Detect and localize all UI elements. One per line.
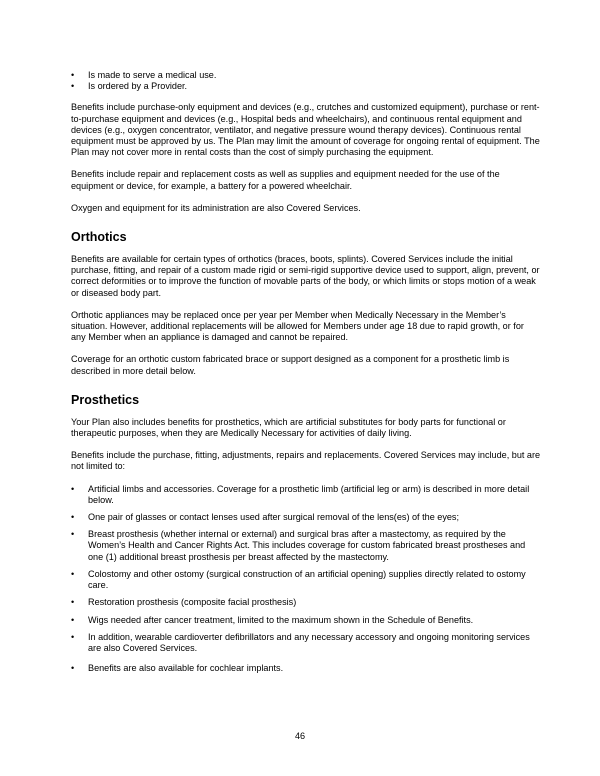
body-paragraph: Benefits include repair and replacement costs as well as supplies and equipment needed for the use of the equipment or device, for example, a battery for a powered wheelchair. [71,169,500,191]
body-paragraph: Benefits include the purchase, fitting, adjustments, repairs and replacements. Covered Services may include, but are not limited to: [71,450,541,472]
body-paragraph: Your Plan also includes benefits for prosthetics, which are artificial substitutes for body parts for functional or therapeutic purposes, when they are Medically Necessary for activities of daily living. [71,416,506,439]
list-item: • Breast prosthesis (whether internal or external) and surgical bras after a mastectomy, as required by the Women’s Health and Cancer Rights Act. This includes coverage for custom fabricated breast prostheses and one (1) additional breast prosthesis per breast affected by the mastectomy. [71,529,541,563]
list-item: • Wigs needed after cancer treatment, limited to the maximum shown in the Schedule of Benefits. [71,615,541,626]
list-item: • Is ordered by a Provider. [71,81,541,92]
requirements-list [71,70,541,92]
body-paragraph: Oxygen and equipment for its administration are also Covered Services. [71,202,361,213]
prosthetics-list [71,484,541,675]
list-item: • Colostomy and other ostomy (surgical construction of an artificial opening) supplies directly related to ostomy care. [71,569,541,591]
list-item: • Is made to serve a medical use. [71,70,541,81]
section-heading-prosthetics: Prosthetics [71,392,140,407]
list-item: • In addition, wearable cardioverter defibrillators and any necessary accessory and ongoing monitoring services are also Covered Services. [71,632,541,654]
body-paragraph: Benefits include purchase-only equipment and devices (e.g., crutches and customized equipment), purchase or rent-to-purchase equipment and devices (e.g., Hospital beds and wheelchairs), and continuous rental equipment and devices (e.g., oxygen concentrator, ventilator, and negative pressure wound therapy devices). Continuous rental equipment must be approved by us. The Plan may limit the amount of coverage for ongoing rental of equipment. The Plan may not cover more in rental costs than the cost of simply purchasing the equipment. [71,102,540,158]
document-page [71,70,541,680]
list-item: • One pair of glasses or contact lenses used after surgical removal of the lens(es) of the eyes; [71,512,541,523]
body-paragraph: Benefits are available for certain types of orthotics (braces, boots, splints). Covered Services include the initial purchase, fitting, and repair of a custom made rigid or semi-rigid supportive device used to support, align, prevent, or correct deformities or to improve the function of movable parts of the body, or which limits or stops motion of a weak or diseased body part. [71,254,540,298]
list-item: • Artificial limbs and accessories. Coverage for a prosthetic limb (artificial leg or arm) is described in more detail below. [71,484,541,506]
body-paragraph: Orthotic appliances may be replaced once per year per Member when Medically Necessary in the Member’s situation. However, additional replacements will be allowed for Members under age 18 due to rapid growth, or for any Member when an appliance is damaged and cannot be repaired. [71,309,524,343]
page-number: 46 [294,731,306,741]
list-item: • Restoration prosthesis (composite facial prosthesis) [71,597,541,608]
body-paragraph: Coverage for an orthotic custom fabricated brace or support designed as a component for a prosthetic limb is described in more detail below. [71,354,510,376]
list-item: • Benefits are also available for cochlear implants. [71,663,541,674]
section-heading-orthotics: Orthotics [71,230,127,245]
